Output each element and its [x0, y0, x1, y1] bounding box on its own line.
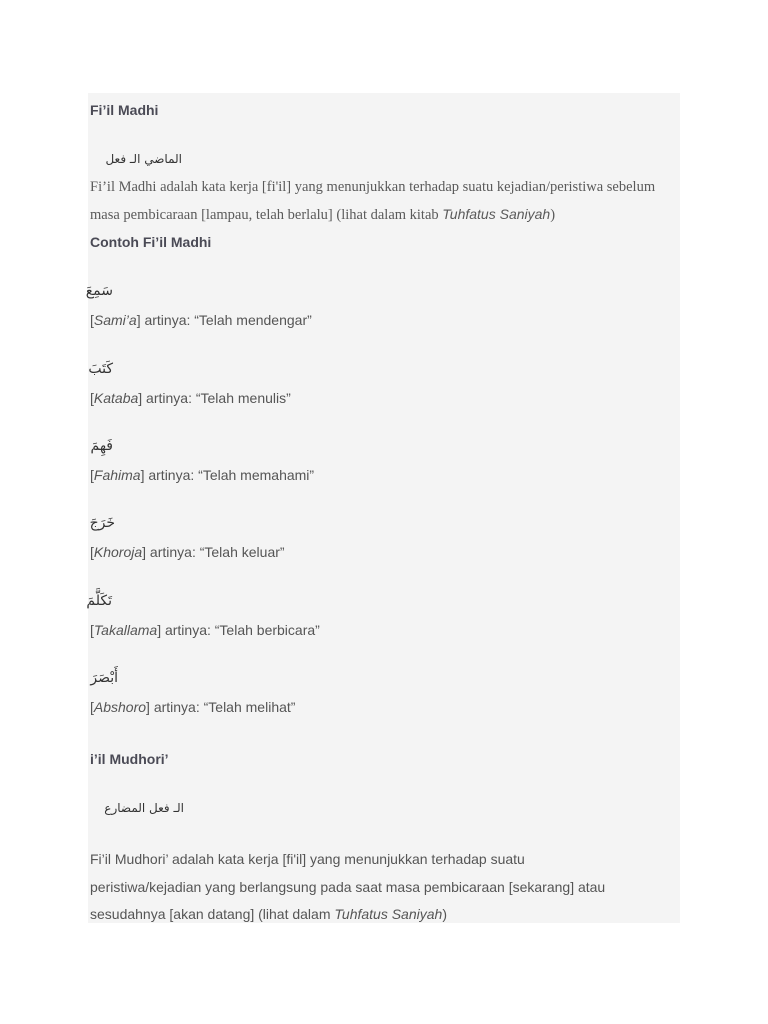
example-word: Takallama: [93, 622, 158, 638]
bracket: [: [90, 699, 94, 715]
madhi-description-line-1: Fi’il Madhi adalah kata kerja [fi'il] yang menunjukkan terhadap suatu kejadian/peristiwa sebelum: [90, 179, 656, 195]
example-word: Abshoro: [93, 699, 147, 715]
book-title: Tuhfatus Saniyah: [442, 206, 551, 222]
example-meaning: ] artinya: “Telah menulis”: [138, 390, 291, 406]
desc-text: sesudahnya [akan datang] (lihat dalam: [90, 906, 335, 922]
example-arabic: كَتَبَ: [88, 361, 113, 377]
section-title-fiil-madhi: Fi’il Madhi: [90, 102, 159, 118]
example-arabic: تَكَلَّمَ: [86, 593, 112, 609]
example-meaning: ] artinya: “Telah melihat”: [146, 699, 296, 715]
mudhori-description-line-1: Fi’il Mudhori’ adalah kata kerja [fi'il] yang menunjukkan terhadap suatu: [90, 851, 525, 867]
mudhori-description-line-2: peristiwa/kejadian yang berlangsung pada saat masa pembicaraan [sekarang] atau: [90, 879, 606, 895]
example-meaning: ] artinya: “Telah mendengar”: [136, 312, 312, 328]
bracket: [: [90, 544, 94, 560]
bracket: [: [90, 390, 94, 406]
example-line: [90, 544, 285, 560]
examples-title: Contoh Fi’il Madhi: [90, 234, 212, 250]
example-meaning: ] artinya: “Telah memahami”: [140, 467, 315, 483]
section-title-fiil-mudhori: i’il Mudhori’: [90, 751, 169, 767]
desc-text: masa pembicaraan [lampau, telah berlalu] (lihat dalam kitab: [90, 207, 443, 223]
desc-text-end: ): [442, 906, 447, 922]
example-arabic: فَهِمَ: [90, 438, 113, 454]
example-meaning: ] artinya: “Telah berbicara”: [157, 622, 320, 638]
example-arabic: أَبْصَرَ: [90, 670, 118, 686]
bracket: [: [90, 312, 94, 328]
example-word: Kataba: [93, 390, 139, 406]
example-line: [90, 467, 314, 483]
example-word: Sami’a: [93, 312, 137, 328]
arabic-term-mudhori: الـ فعل المضارع: [104, 801, 184, 815]
bracket: [: [90, 467, 94, 483]
desc-text-end: ): [550, 207, 556, 223]
mudhori-description-line-3: [90, 906, 447, 922]
example-line: [90, 622, 320, 638]
book-title: Tuhfatus Saniyah: [334, 906, 443, 922]
example-word: Fahima: [93, 467, 141, 483]
example-arabic: سَمِعَ: [85, 283, 113, 299]
example-word: Khoroja: [93, 544, 143, 560]
example-line: [90, 699, 295, 715]
example-line: [90, 390, 291, 406]
arabic-term-madhi: الماضي الـ فعل: [105, 152, 182, 166]
example-meaning: ] artinya: “Telah keluar”: [142, 544, 285, 560]
example-line: [90, 312, 312, 328]
example-arabic: خَرَجَ: [89, 515, 115, 531]
madhi-description-line-2: [90, 206, 555, 224]
bracket: [: [90, 622, 94, 638]
